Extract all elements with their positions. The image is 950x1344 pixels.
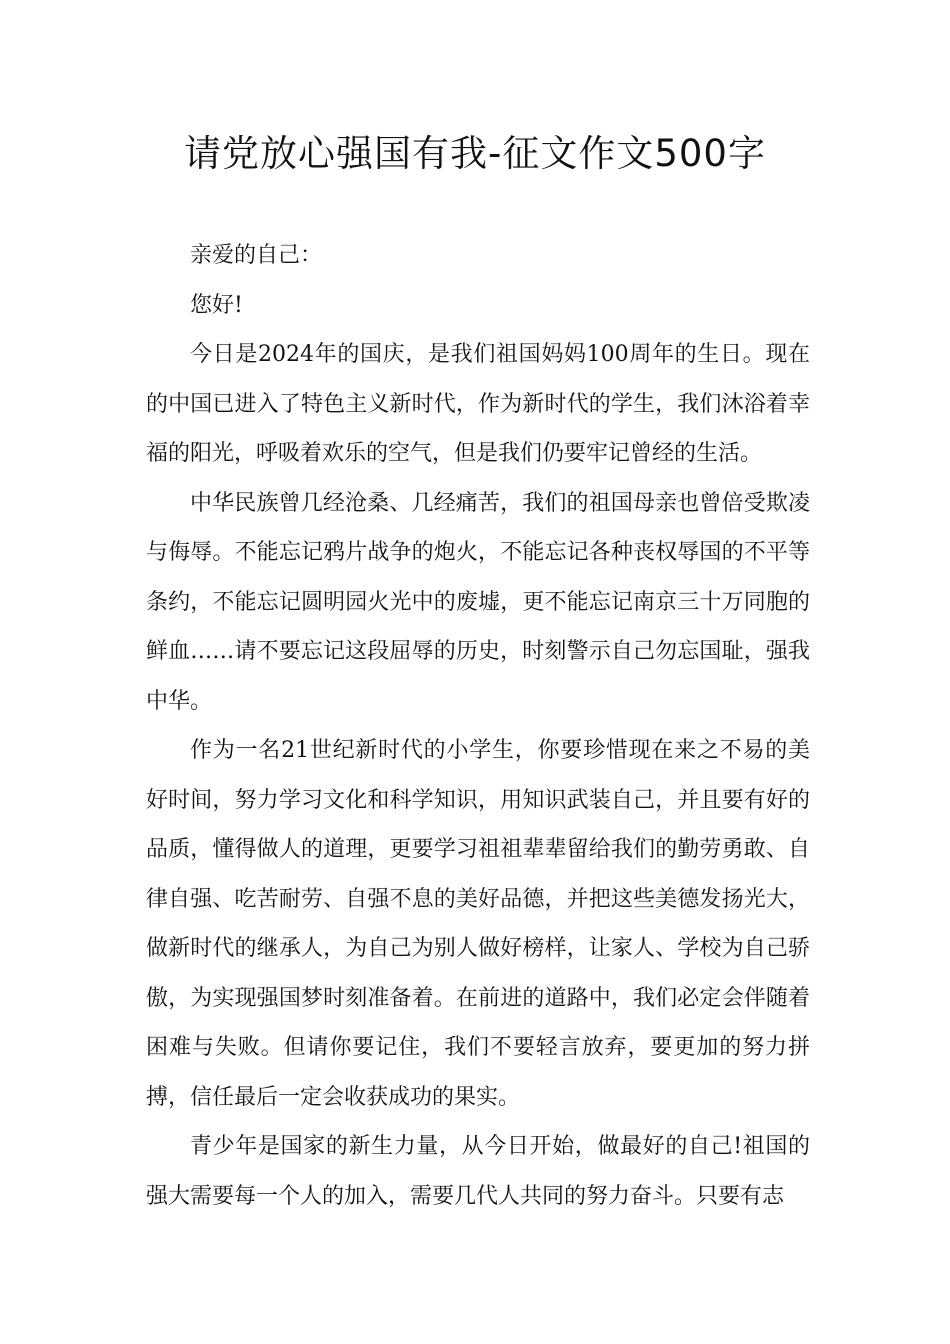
paragraph-4: 青少年是国家的新生力量，从今日开始，做最好的自己!祖国的强大需要每一个人的加入，需要几代人共同的努力奋斗。只要有志: [146, 1134, 810, 1209]
salutation-line: 您好!: [190, 292, 243, 318]
document-body: [146, 231, 810, 1221]
paragraph-2: 中华民族曾几经沧桑、几经痛苦，我们的祖国母亲也曾倍受欺凌与侮辱。不能忘记鸦片战争的炮火，不能忘记各种丧权辱国的不平等条约，不能忘记圆明园火光中的废墟，更不能忘记南京三十万同胞的鲜血……请不要忘记这段屈辱的历史，时刻警示自己勿忘国耻，强我中华。: [146, 490, 810, 714]
document-title: 请党放心强国有我-征文作文500字: [184, 132, 766, 175]
greeting-line: 亲爱的自己：: [190, 243, 323, 268]
paragraph-3: 作为一名21世纪新时代的小学生，你要珍惜现在来之不易的美好时间，努力学习文化和科学知识，用知识武装自己，并且要有好的品质，懂得做人的道理，更要学习祖祖辈辈留给我们的勤劳勇敢、自律自强、吃苦耐劳、自强不息的美好品德，并把这些美德发扬光大，做新时代的继承人，为自己为别人做好榜样，让家人、学校为自己骄傲，为实现强国梦时刻准备着。在前进的道路中，我们必定会伴随着困难与失败。但请你要记住，我们不要轻言放弃，要更加的努力拼搏，信任最后一定会收获成功的果实。: [146, 738, 810, 1110]
paragraph-1: 今日是2024年的国庆，是我们祖国妈妈100周年的生日。现在的中国已进入了特色主义新时代，作为新时代的学生，我们沐浴着幸福的阳光，呼吸着欢乐的空气，但是我们仍要牢记曾经的生活。: [146, 342, 810, 466]
